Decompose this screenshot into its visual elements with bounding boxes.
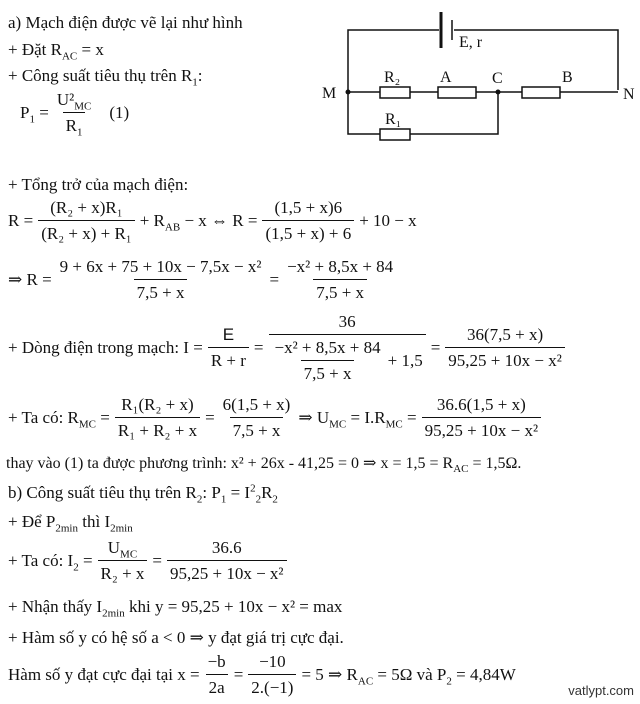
equation-i2	[8, 538, 287, 584]
step-set-rac-text: + Đặt R	[8, 40, 62, 59]
eqr2-fraction-2: $\frac{\text{−x² + 8,5x + 84}}{7,5 + x}$	[287, 257, 394, 302]
equation-current	[8, 312, 565, 384]
eqi2-lhs: + Ta có: $I_2$ =	[8, 551, 93, 574]
part-b-step3: + Nhận thấy $I_{2min}$ khi y = 95,25 + 10x − x² = max	[8, 597, 343, 620]
equ-fraction-2: $\frac{6(1,5 + x)}{7,5 + x}$	[222, 395, 291, 440]
result-a: thay vào (1) ta được phương trình: x² + 26x - 41,25 = 0 ⇒ $x = 1,5 = R_{AC} = 1,5\Omega$.	[6, 455, 522, 476]
eq1-fraction: $\frac{U^2_{MC}}{R_1}$	[56, 90, 92, 139]
circuit-diagram	[318, 2, 640, 150]
equation-umc	[8, 395, 541, 441]
eqr1-mid: + $R_{AB} - x$ ⇔ R =	[139, 211, 258, 234]
wire-m-r1	[348, 92, 380, 134]
equ-implies: ⇒ $U_{MC} = I.R_{MC}$ =	[298, 408, 417, 431]
eqi-complex-fraction: 36 $\frac{\text{−x² + 8,5x + 84}}{7,5 + x}$ + 1,5	[269, 312, 426, 384]
final-fraction-2: $\frac{-10}{2.(-1)}$	[248, 652, 296, 698]
eqi-inner-fraction: $\frac{\text{−x² + 8,5x + 84}}{7,5 + x}$	[274, 338, 381, 383]
eqr1-fraction: $\frac{\text{(R₂ + x)R₁}}{\text{(R₂ + x) + R₁}}$	[38, 198, 135, 244]
rheostat-ac	[438, 87, 476, 98]
node-m-label: M	[322, 85, 337, 102]
eq1-tag: (1)	[109, 103, 130, 122]
equ-lhs: + Ta có: $R_{MC}$ =	[8, 408, 110, 431]
final-pre: Hàm số y đạt cực đại tại x =	[8, 665, 200, 684]
eqi-fraction-3: $\frac{36(7,5 + x)}{\text{95,25 + 10x − x²}}$	[445, 325, 565, 371]
part-b-step4: + Hàm số y có hệ số a < 0 ⇒ y đạt giá trị cực đại.	[8, 628, 344, 647]
step-impedance: + Tổng trở của mạch điện:	[8, 175, 189, 194]
wire-r1-c	[410, 90, 498, 134]
step-set-rac-rest: = x	[77, 40, 104, 59]
eqr2-equals: =	[269, 270, 280, 289]
eqi-lhs: + Dòng điện trong mạch: I =	[8, 338, 203, 357]
step-set-rac	[8, 40, 104, 63]
resistor-r2	[380, 87, 410, 98]
part-b-step1: + Để $P_{2min}$ thì $I_{2min}$	[8, 512, 133, 535]
sub: 1	[192, 76, 198, 89]
eqr1-tail: + 10 − x	[359, 211, 417, 230]
eqr1-fraction-2: $\frac{(1,5 + x)6}{(1,5 + x) + 6}$	[262, 198, 354, 244]
source-label: E, r	[459, 34, 483, 51]
step-power-r1	[8, 66, 203, 89]
node-c-label: C	[492, 70, 503, 87]
equation-r2	[8, 257, 396, 303]
eqi-equals: =	[253, 338, 264, 357]
eqi-fraction: $\frac{E}{R + r}$	[208, 325, 249, 371]
final-rest: = 5 ⇒ $R_{AC} = 5\Omega$ và $P_2 = 4,84W$	[301, 665, 516, 688]
equ-fraction: $\frac{\text{R₁(R₂ + x)}}{\text{R₁ + R₂ + x}}$	[115, 395, 200, 441]
eqi2-fraction-2: $\frac{36.6}{\text{95,25 + 10x − x²}}$	[167, 538, 287, 584]
eqr2-fraction: $\frac{\text{9 + 6x + 75 + 10x − 7,5x − x²}}{7,5 + x}$	[59, 257, 262, 302]
final-fraction: $\frac{-b}{2a}$	[207, 652, 226, 697]
equ-equals: =	[205, 408, 215, 427]
eqr1-lhs: R =	[8, 211, 34, 230]
node-m-dot	[346, 90, 351, 95]
r2-label: R₂	[384, 69, 401, 86]
step-power-r1-rest: :	[197, 66, 203, 85]
part-b-heading: b) Công suất tiêu thụ trên $R_2$: $P_1 = I^2_2R_2$	[8, 482, 278, 506]
eqi2-fraction: $\frac{U_{MC}}{\text{R₂ + x}}$	[98, 538, 148, 584]
node-b-label: B	[562, 69, 573, 86]
equation-1	[20, 90, 130, 139]
eq1-lhs: $P_1$ =	[20, 103, 49, 126]
resistor-r1	[380, 129, 410, 140]
equ-fraction-3: $\frac{36.6(1,5 + x)}{\text{95,25 + 10x − x²}}$	[422, 395, 542, 441]
part-a-heading: a) Mạch điện được vẽ lại như hình	[8, 13, 243, 32]
equation-r1	[8, 198, 417, 244]
watermark: vatlypt.com	[568, 683, 634, 698]
eqr2-lhs: ⇒ R =	[8, 270, 52, 289]
node-n-label: N	[623, 86, 635, 103]
r1-label: R₁	[385, 111, 402, 128]
final-equation	[8, 652, 516, 698]
node-a-label: A	[440, 69, 452, 86]
sub: AC	[61, 50, 78, 63]
rheostat-cb	[522, 87, 560, 98]
eqi2-equals: =	[152, 551, 162, 570]
final-equals: =	[233, 665, 244, 684]
step-power-r1-text: + Công suất tiêu thụ trên R	[8, 66, 193, 85]
eqi-equals-2: =	[430, 338, 441, 357]
node-c-dot	[496, 90, 501, 95]
